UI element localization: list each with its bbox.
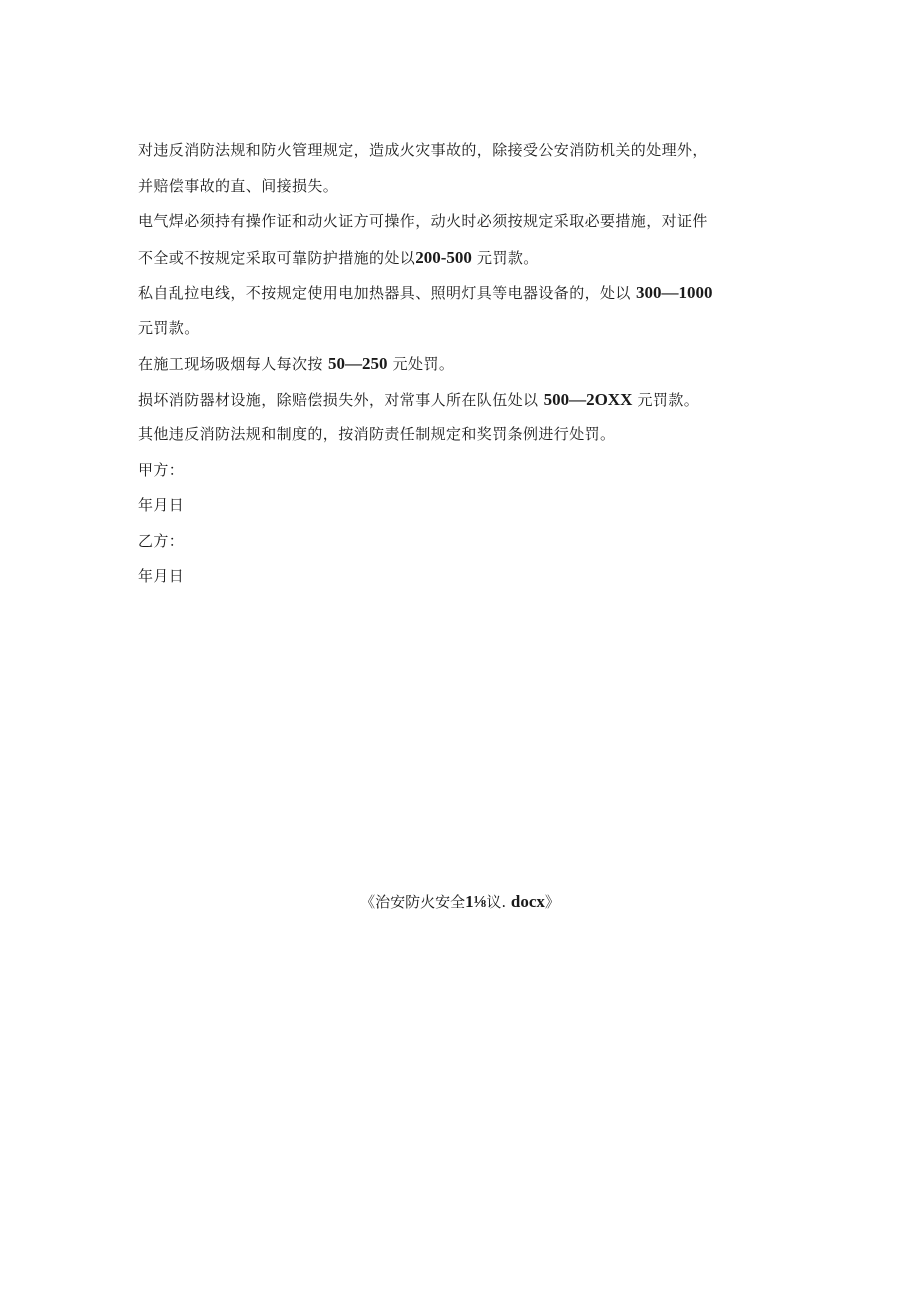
footer-text: 》 <box>544 893 560 911</box>
text-line-6 <box>138 311 778 347</box>
line-text: 对违反消防法规和防火管理规定，造成火灾事故的，除接受公安消防机关的处理外， <box>138 141 708 159</box>
line-text: 并赔偿事故的直、间接损失。 <box>138 176 339 195</box>
line-text: 在施工现场吸烟每人每次按 <box>138 355 323 373</box>
footer-file-extension: docx <box>510 892 545 911</box>
fine-amount: 300—1000 <box>635 283 713 302</box>
line-text: 不全或不按规定采取可靠防护措施的处以 <box>138 248 416 267</box>
document-body <box>138 133 778 595</box>
document-footer <box>0 890 920 914</box>
line-text: 元罚款。 <box>138 318 200 337</box>
line-text: 损坏消防器材设施，除赔偿损失外，对常事人所在队伍处以 <box>138 390 539 409</box>
text-line-2 <box>138 169 778 205</box>
fine-amount: 50—250 <box>327 354 388 373</box>
footer-bold-text: 1⅛ <box>465 892 487 911</box>
line-text: 年月日 <box>138 567 185 585</box>
fine-amount: 500—2OXX <box>543 389 633 409</box>
party-b-label <box>138 524 778 560</box>
fine-amount: 200-500 <box>415 247 472 267</box>
text-line-3 <box>138 204 778 240</box>
party-a-label <box>138 453 778 489</box>
line-text: 电气焊必须持有操作证和动火证方可操作，动火时必须按规定采取必要措施，对证件 <box>138 212 708 230</box>
line-text: 私自乱拉电线，不按规定使用电加热器具、照明灯具等电器设备的，处以 <box>138 284 631 302</box>
line-text: 乙方： <box>138 531 185 550</box>
text-line-7 <box>138 346 778 382</box>
party-b-date <box>138 559 778 595</box>
text-line-8 <box>138 382 778 418</box>
footer-text: 《治安防火安全 <box>360 893 466 911</box>
text-line-1 <box>138 133 778 169</box>
line-text: 年月日 <box>138 496 185 514</box>
party-a-date <box>138 488 778 524</box>
line-text: 元罚款。 <box>477 248 539 267</box>
text-line-5 <box>138 275 778 311</box>
text-line-4 <box>138 240 778 276</box>
footer-text: 议. <box>486 893 507 911</box>
text-line-9 <box>138 417 778 453</box>
line-text: 甲方： <box>138 460 185 479</box>
line-text: 元处罚。 <box>392 355 455 373</box>
line-text: 其他违反消防法规和制度的，按消防责任制规定和奖罚条例进行处罚。 <box>138 425 616 443</box>
line-text: 元罚款。 <box>637 390 700 409</box>
